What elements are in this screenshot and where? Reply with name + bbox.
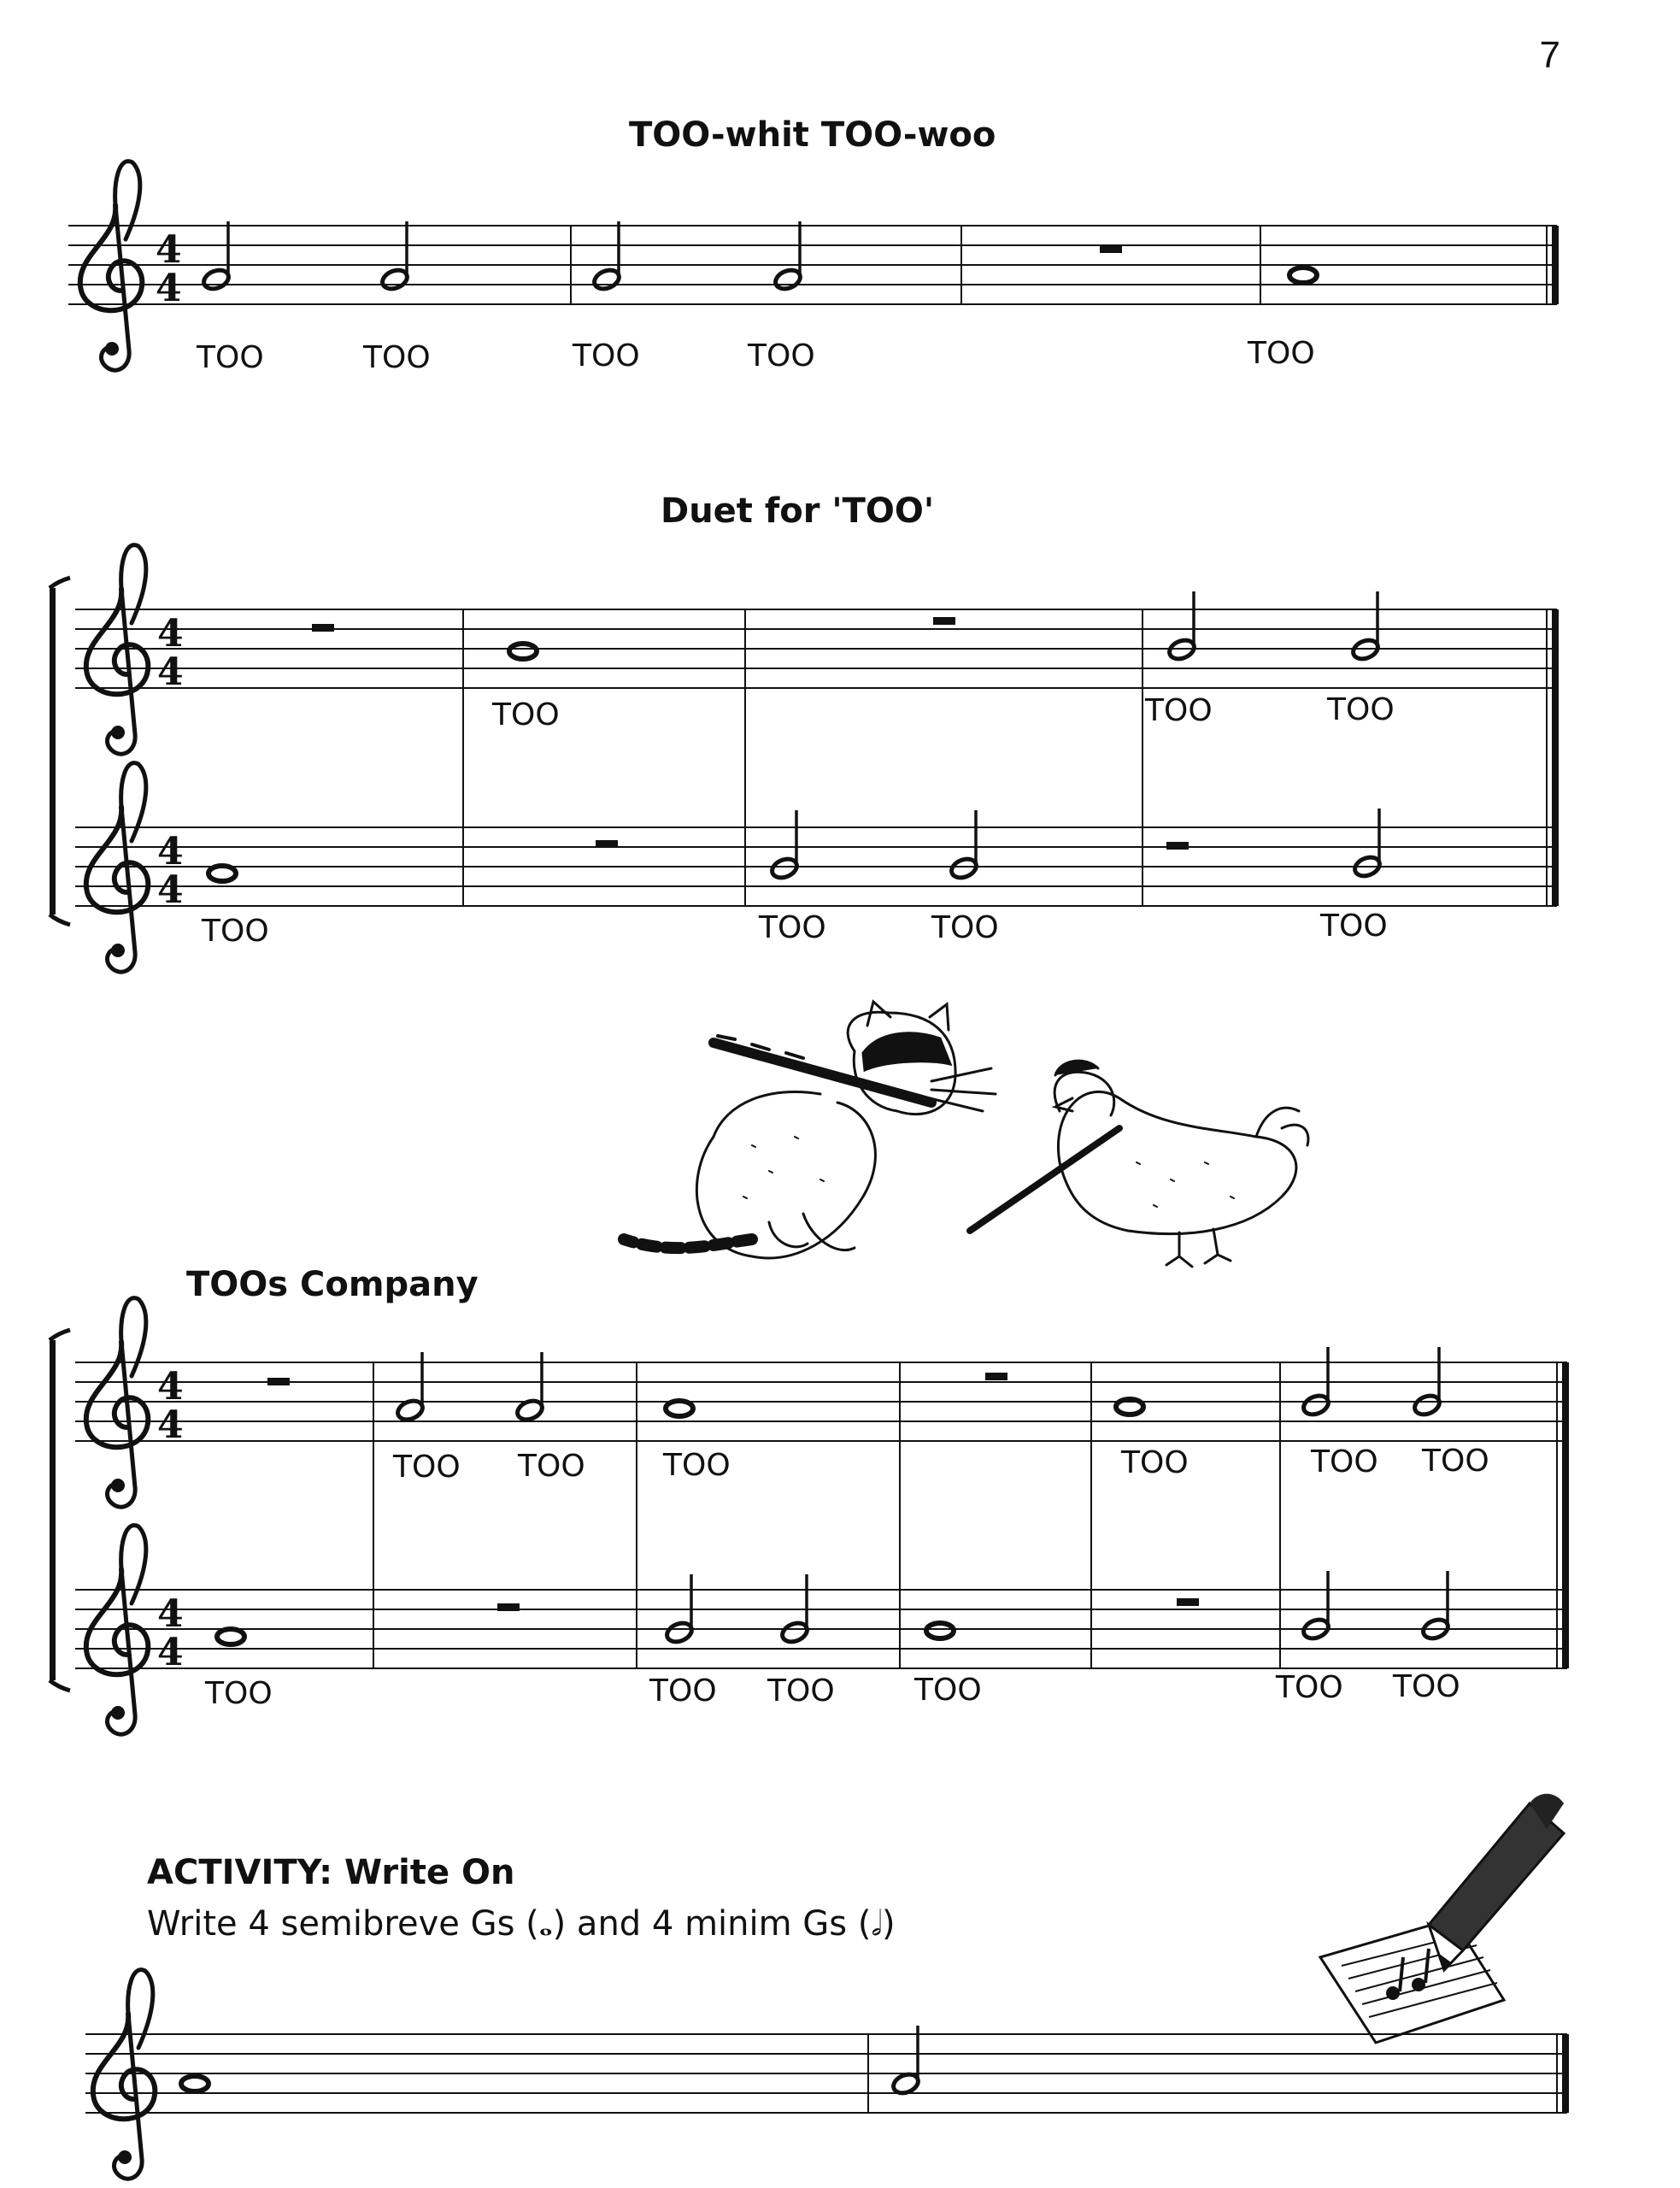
whole-rest	[312, 624, 334, 632]
lyric: TOO	[205, 1676, 273, 1711]
time-sig-bottom: 4	[157, 1403, 184, 1447]
piece-title-1: TOO-whit TOO-woo	[629, 115, 996, 155]
lyric: TOO	[1276, 1670, 1343, 1705]
minim-note	[1301, 1571, 1330, 1642]
time-sig-top: 4	[157, 1365, 184, 1409]
page-number: 7	[1539, 34, 1560, 76]
semibreve-note	[217, 1629, 244, 1644]
semibreve-note	[181, 2076, 209, 2091]
staff-system-2	[50, 545, 1559, 973]
time-sig-bottom: 4	[157, 868, 184, 912]
minim-note	[1350, 591, 1380, 662]
piece-title-2: Duet for 'TOO'	[661, 491, 935, 531]
lyric: TOO	[748, 338, 815, 373]
lyric: TOO	[1311, 1444, 1378, 1479]
cat-and-hen-playing-flutes	[624, 1002, 1308, 1267]
lyric: TOO	[767, 1673, 835, 1709]
semibreve-note	[509, 644, 537, 659]
whole-rest	[1177, 1598, 1199, 1606]
time-sig-bottom: 4	[156, 267, 182, 310]
activity-title: ACTIVITY: Write On	[147, 1853, 515, 1892]
minim-note	[1166, 591, 1196, 662]
minim-note	[201, 221, 231, 292]
lyric: TOO	[492, 697, 560, 732]
semibreve-note	[1116, 1399, 1143, 1415]
minim-note	[769, 810, 799, 881]
whole-rest	[596, 840, 618, 848]
time-sig-bottom: 4	[157, 650, 184, 694]
time-sig-top: 4	[157, 1592, 184, 1636]
lyric: TOO	[1422, 1444, 1489, 1479]
semibreve-note	[209, 866, 236, 881]
staff-activity	[85, 1970, 1569, 2179]
minim-note	[379, 221, 409, 292]
whole-rest	[497, 1603, 520, 1611]
lyric: TOO	[1248, 336, 1315, 371]
lyric: TOO	[759, 910, 826, 945]
lyric: TOO	[363, 340, 431, 375]
lyric: TOO	[663, 1448, 731, 1483]
semibreve-note	[1289, 268, 1317, 283]
whole-rest	[1166, 842, 1189, 850]
minim-note	[890, 2026, 920, 2097]
lyric: TOO	[1327, 692, 1395, 727]
whole-rest	[267, 1378, 290, 1385]
whole-rest	[933, 617, 955, 625]
staff-system-3	[50, 1298, 1569, 1735]
staff-system-1	[68, 162, 1559, 375]
minim-note	[1420, 1571, 1450, 1642]
lyric: TOO	[197, 340, 264, 375]
time-sig-top: 4	[156, 228, 182, 272]
lyric: TOO	[202, 914, 269, 949]
piece-title-3: TOOs Company	[186, 1265, 479, 1304]
minim-note	[1352, 809, 1382, 879]
lyric: TOO	[914, 1673, 982, 1708]
lyric: TOO	[573, 338, 640, 373]
lyric: TOO	[649, 1673, 717, 1709]
lyric: TOO	[393, 1450, 461, 1485]
whole-rest	[1100, 245, 1122, 253]
time-sig-top: 4	[157, 830, 184, 873]
activity-instruction: Write 4 semibreve Gs (𝅝) and 4 minim Gs (𝅗𝅥)	[147, 1904, 896, 1944]
minim-note	[591, 221, 621, 292]
pencil-writing-icon	[1320, 1794, 1564, 2043]
minim-note	[949, 810, 978, 881]
lyric: TOO	[931, 910, 999, 945]
time-sig-bottom: 4	[157, 1631, 184, 1674]
semibreve-note	[666, 1401, 693, 1416]
semibreve-note	[926, 1623, 954, 1638]
minim-note	[772, 221, 802, 292]
lyric: TOO	[1320, 909, 1388, 944]
lyric: TOO	[1393, 1669, 1460, 1704]
time-sig-top: 4	[157, 612, 184, 656]
lyric: TOO	[1145, 693, 1213, 728]
whole-rest	[985, 1373, 1007, 1380]
lyric: TOO	[518, 1449, 585, 1484]
lyric: TOO	[1121, 1445, 1189, 1480]
